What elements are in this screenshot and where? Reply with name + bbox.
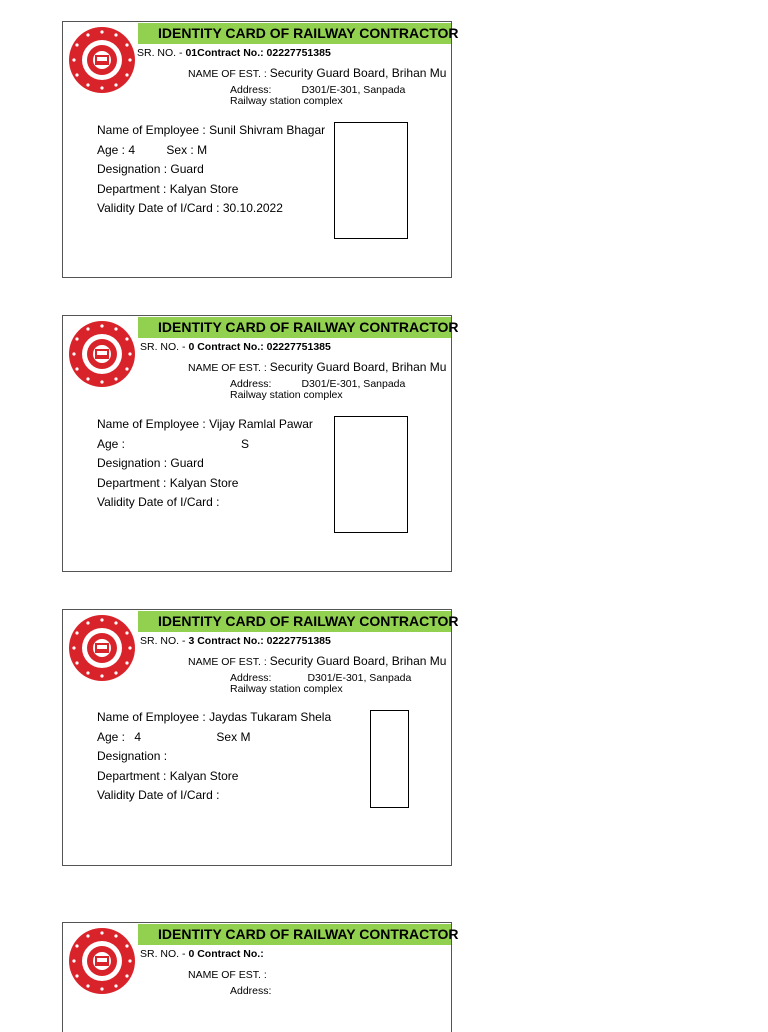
photo-box xyxy=(370,710,409,808)
age-sex-row xyxy=(97,730,250,744)
department-label: Department : xyxy=(97,476,167,490)
est-label: NAME OF EST. : xyxy=(188,362,267,374)
address-label: Address: xyxy=(230,672,272,684)
card-title: IDENTITY CARD OF RAILWAY CONTRACTOR xyxy=(138,924,451,945)
age-label: Age : xyxy=(97,437,126,451)
designation-row xyxy=(97,749,167,763)
validity-row xyxy=(97,495,220,509)
sex-value: M xyxy=(197,143,208,157)
est-label: NAME OF EST. : xyxy=(188,656,267,668)
validity-value: 30.10.2022 xyxy=(222,201,283,215)
sr-label: SR. NO. - xyxy=(140,948,186,960)
age-value: 4 xyxy=(134,730,142,744)
sr-label: SR. NO. - xyxy=(137,47,183,59)
contract-value: 02227751385 xyxy=(266,341,331,353)
card-title: IDENTITY CARD OF RAILWAY CONTRACTOR xyxy=(138,23,451,44)
card-title: IDENTITY CARD OF RAILWAY CONTRACTOR xyxy=(138,611,451,632)
establishment-line xyxy=(188,66,451,80)
contract-value: 02227751385 xyxy=(266,635,331,647)
validity-label: Validity Date of I/Card : xyxy=(97,201,220,215)
contract-value: 02227751385 xyxy=(266,47,331,59)
sex-label: Sex : xyxy=(166,143,194,157)
age-sex-row xyxy=(97,143,207,157)
name-value: Sunil Shivram Bhagar xyxy=(209,123,326,137)
designation-value: Guard xyxy=(170,162,204,176)
department-value: Kalyan Store xyxy=(169,182,239,196)
designation-label: Designation : xyxy=(97,456,168,470)
establishment-line xyxy=(188,967,451,981)
sr-value: 0 xyxy=(188,948,195,960)
employee-name-row xyxy=(97,123,325,137)
card-title: IDENTITY CARD OF RAILWAY CONTRACTOR xyxy=(138,317,451,338)
photo-box xyxy=(334,416,408,533)
department-row xyxy=(97,476,238,490)
sex-value: M xyxy=(240,730,251,744)
id-card-3 xyxy=(62,609,459,866)
name-label: Name of Employee : xyxy=(97,417,206,431)
indian-railways-logo-icon xyxy=(68,614,136,682)
address-line-2: Railway station complex xyxy=(230,683,343,695)
est-value: Security Guard Board, Brihan Mu xyxy=(269,654,447,668)
age-sex-row xyxy=(97,437,250,451)
id-card-4 xyxy=(62,922,459,1032)
name-value: Jaydas Tukaram Shela xyxy=(209,710,332,724)
department-row xyxy=(97,182,238,196)
sr-value: 3 xyxy=(188,635,195,647)
age-value: 4 xyxy=(128,143,136,157)
est-value: Security Guard Board, Brihan Mu xyxy=(269,360,447,374)
sex-label: Sex xyxy=(216,730,238,744)
indian-railways-logo-icon xyxy=(68,927,136,995)
indian-railways-logo-icon xyxy=(68,320,136,388)
address-value: D301/E-301, Sanpada xyxy=(301,84,406,96)
employee-name-row xyxy=(97,417,313,431)
validity-label: Validity Date of I/Card : xyxy=(97,788,220,802)
id-card-1 xyxy=(62,21,459,278)
address-line xyxy=(230,985,271,997)
employee-name-row xyxy=(97,710,331,724)
department-label: Department : xyxy=(97,182,167,196)
contract-label: Contract No.: xyxy=(197,635,264,647)
designation-value: Guard xyxy=(170,456,204,470)
contract-label: Contract No.: xyxy=(197,948,264,960)
establishment-line xyxy=(188,654,451,668)
sr-contract-line xyxy=(137,47,331,59)
name-value: Vijay Ramlal Pawar xyxy=(209,417,313,431)
department-row xyxy=(97,769,238,783)
address-label: Address: xyxy=(230,378,272,390)
department-label: Department : xyxy=(97,769,167,783)
establishment-line xyxy=(188,360,451,374)
sr-value: 01 xyxy=(185,47,198,59)
sr-contract-line xyxy=(140,948,264,960)
address-line-2: Railway station complex xyxy=(230,95,343,107)
sr-contract-line xyxy=(140,635,331,647)
age-label: Age : xyxy=(97,143,126,157)
name-label: Name of Employee : xyxy=(97,123,206,137)
photo-box xyxy=(334,122,408,239)
contract-label: Contract No.: xyxy=(197,341,264,353)
validity-row xyxy=(97,788,220,802)
address-value: D301/E-301, Sanpada xyxy=(307,672,412,684)
address-value: D301/E-301, Sanpada xyxy=(301,378,406,390)
address-line-2: Railway station complex xyxy=(230,389,343,401)
est-value: Security Guard Board, Brihan Mu xyxy=(269,66,447,80)
validity-label: Validity Date of I/Card : xyxy=(97,495,220,509)
designation-row xyxy=(97,456,204,470)
designation-label: Designation : xyxy=(97,162,168,176)
est-label: NAME OF EST. : xyxy=(188,68,267,80)
est-label: NAME OF EST. : xyxy=(188,969,267,981)
department-value: Kalyan Store xyxy=(169,769,239,783)
designation-label: Designation : xyxy=(97,749,168,763)
address-label: Address: xyxy=(230,985,272,997)
age-label: Age : xyxy=(97,730,126,744)
sr-value: 0 xyxy=(188,341,195,353)
id-card-2 xyxy=(62,315,459,572)
validity-row xyxy=(97,201,283,215)
indian-railways-logo-icon xyxy=(68,26,136,94)
department-value: Kalyan Store xyxy=(169,476,239,490)
name-label: Name of Employee : xyxy=(97,710,206,724)
contract-label: Contract No.: xyxy=(197,47,264,59)
sr-label: SR. NO. - xyxy=(140,341,186,353)
sr-label: SR. NO. - xyxy=(140,635,186,647)
address-label: Address: xyxy=(230,84,272,96)
designation-row xyxy=(97,162,204,176)
sr-contract-line xyxy=(140,341,331,353)
sex-label: S xyxy=(241,437,250,451)
